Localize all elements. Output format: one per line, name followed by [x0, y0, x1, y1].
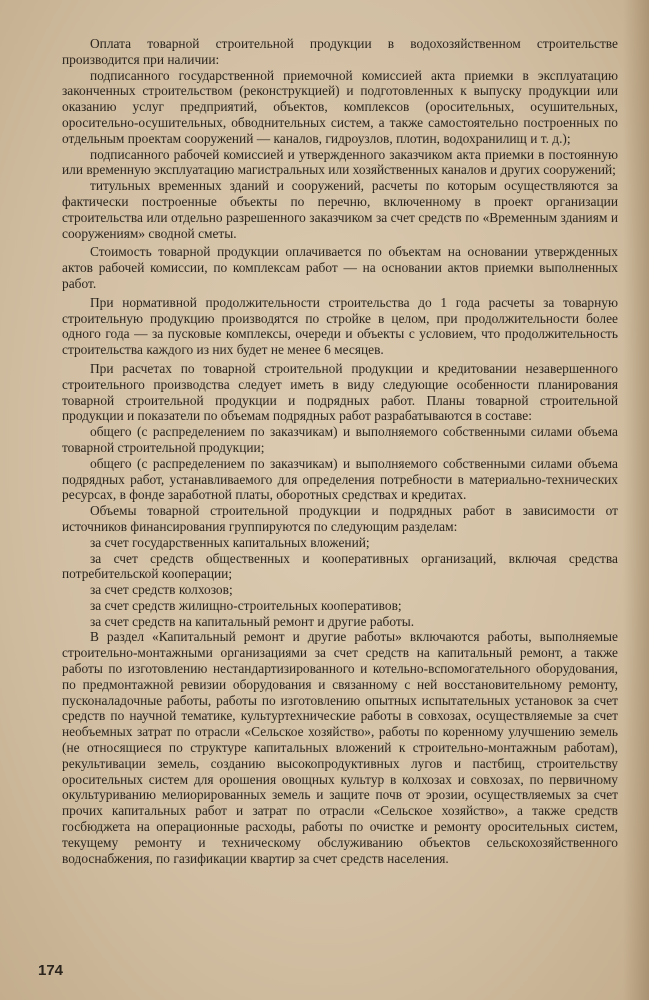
paragraph: Оплата товарной строительной продукции в водохозяйственном строительстве производится при наличии:: [62, 36, 618, 67]
paragraph: титульных временных зданий и сооружений, расчеты по которым осуществляются за фактически построенные объекты по перечню, включенному в проект организации строительства или отдельно разрешенного заказчиком за счет средств по «Временным зданиям и сооружениям» сводной сметы.: [62, 178, 618, 241]
paragraph: общего (с распределением по заказчикам) и выполняемого собственными силами объема подрядных работ, устанавливаемого для определения потребности в материально-технических ресурсах, в фонде заработной платы, оборотных средствах и кредитах.: [62, 455, 618, 503]
paragraph: за счет государственных капитальных вложений;: [90, 534, 370, 550]
paragraph: за счет средств жилищно-строительных кооперативов;: [90, 597, 402, 613]
paragraph: При нормативной продолжительности строительства до 1 года расчеты за товарную строительную продукцию производятся по стройке в целом, при продолжительности более одного года — за пусковые комплексы, очереди и объекты с условием, что продолжительность строительства каждого из них будет не менее 6 месяцев.: [62, 294, 618, 358]
paragraph: общего (с распределением по заказчикам) и выполняемого собственными силами объема товарной строительной продукции;: [62, 424, 618, 455]
paragraph: за счет средств колхозов;: [90, 582, 233, 598]
body-text: [62, 36, 618, 866]
paragraph: При расчетах по товарной строительной продукции и кредитовании незавершенного строительного производства следует иметь в виду следующие особенности планирования товарной строительной продукции и подрядных работ. Планы товарной строительной продукции и показатели по объемам подрядных работ разрабатываются в составе:: [62, 360, 618, 424]
paragraph: Объемы товарной строительной продукции и подрядных работ в зависимости от источников финансирования группируются по следующим разделам:: [62, 503, 618, 534]
paragraph: подписанного государственной приемочной комиссией акта приемки в эксплуатацию законченных строительством (реконструкцией) и подготовленных к выпуску продукции или оказанию услуг предприятий, объектов, комплексов (оросительных, осушительных, оросительно-осушительных, обводнительных систем, а также самостоятельно построенных по отдельным проектам сооружений — каналов, гидроузлов, плотин, водохранилищ и т. д.);: [62, 67, 618, 146]
paragraph: за счет средств на капитальный ремонт и другие работы.: [90, 613, 415, 629]
paragraph: подписанного рабочей комиссией и утвержденного заказчиком акта приемки в постоянную или временную эксплуатацию магистральных или хозяйственных каналов и других сооружений;: [62, 146, 618, 178]
page-edge-shadow: [623, 0, 649, 1000]
page-number: 174: [38, 962, 64, 979]
paragraph: за счет средств общественных и кооперативных организаций, включая средства потребительской кооперации;: [62, 550, 618, 582]
paragraph: Стоимость товарной продукции оплачивается по объектам на основании утвержденных актов рабочей комиссии, по комплексам работ — на основании актов приемки выполненных работ.: [62, 244, 618, 291]
paragraph: В раздел «Капитальный ремонт и другие работы» включаются работы, выполняемые строительно-монтажными организациями за счет средств на капитальный ремонт, а также работы по изготовлению нестандартизированного и котельно-вспомогательного оборудования, по предмонтажной ревизии оборудования и связанному с ней восстановительному ремонту, пусконаладочные работы, работы по изготовлению опытных испытательных установок за счет средств по научной тематике, культуртехнические работы в совхозах, осуществляемые за счет необъемных затрат по отрасли «Сельское хозяйство», работы по коренному улучшению земель (не относящиеся по структуре капитальных вложений к строительно-монтажным работам), рекультивации земель, созданию высокопродуктивных лугов и пастбищ, строительству оросительных систем для орошения овощных культур в колхозах и совхозах, по первичному окультуриванию мелиорированных земель и защите почв от эрозии, осуществляемых за счет прочих капитальных работ и затрат по отрасли «Сельское хозяйство», а также средств госбюджета на операционные расходы, работы по очистке и ремонту оросительных систем, текущему ремонту и техническому обслуживанию объектов сельскохозяйственного водоснабжения, по газификации квартир за счет средств населения.: [62, 629, 618, 866]
